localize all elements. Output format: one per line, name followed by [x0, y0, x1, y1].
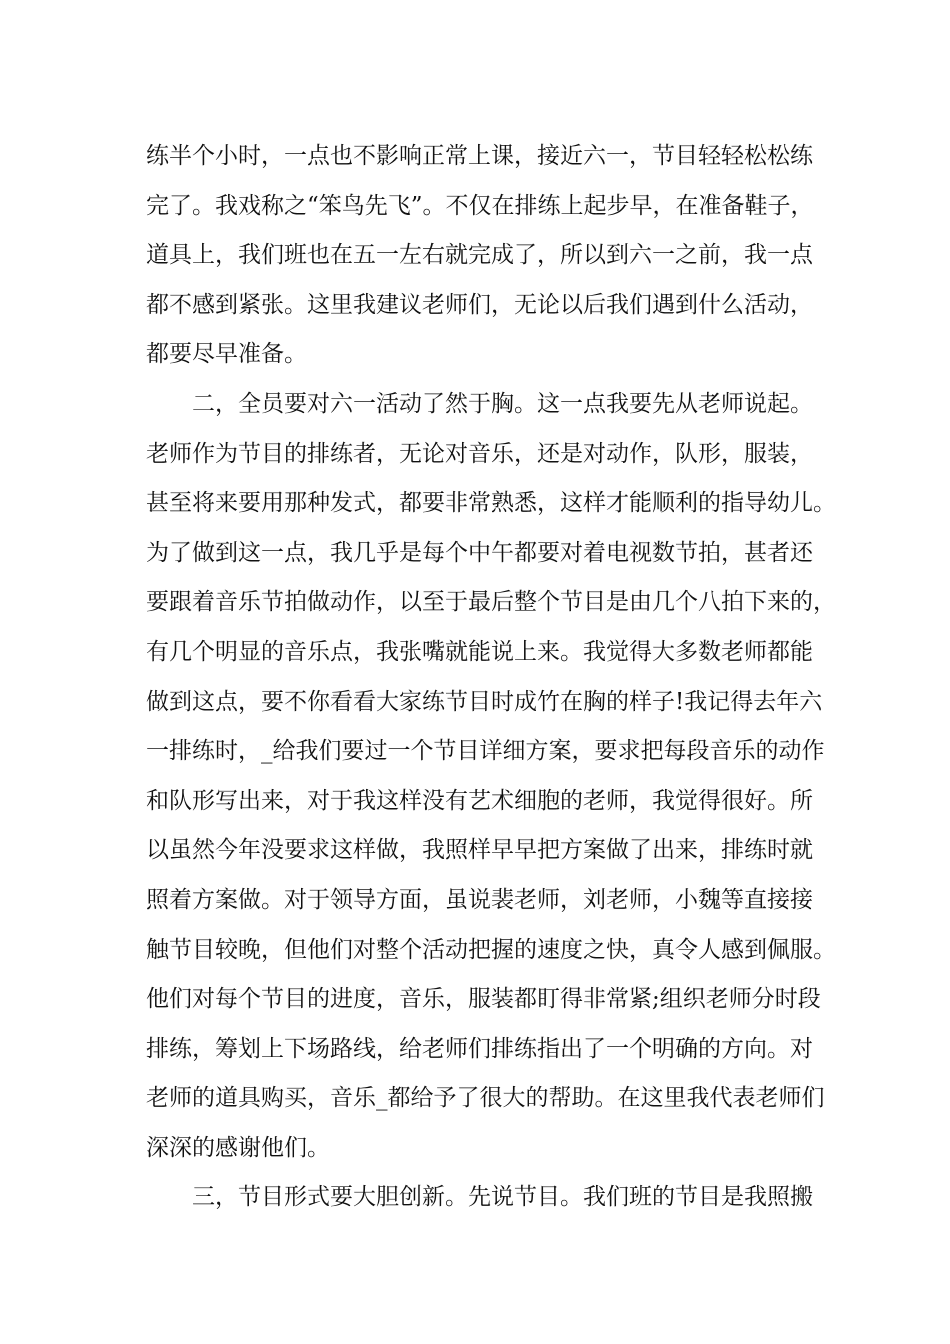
text-line: 老师的道具购买，音乐_都给予了很大的帮助。在这里我代表老师们	[146, 1085, 825, 1112]
text-line: 甚至将来要用那种发式，都要非常熟悉，这样才能顺利的指导幼儿。	[146, 490, 836, 517]
text-line: 排练，筹划上下场路线，给老师们排练指出了一个明确的方向。对	[146, 1035, 813, 1062]
text-line: 都不感到紧张。这里我建议老师们，无论以后我们遇到什么活动，	[146, 291, 813, 318]
text-line: 和队形写出来，对于我这样没有艺术细胞的老师，我觉得很好。所	[146, 787, 813, 814]
text-line: 做到这点，要不你看看大家练节目时成竹在胸的样子!我记得去年六	[146, 688, 823, 715]
text-line: 触节目较晚，但他们对整个活动把握的速度之快，真令人感到佩服。	[146, 936, 836, 963]
text-line: 道具上，我们班也在五一左右就完成了，所以到六一之前，我一点	[146, 242, 813, 269]
text-line: 要跟着音乐节拍做动作，以至于最后整个节目是由几个八拍下来的，	[146, 589, 836, 616]
text-line: 他们对每个节目的进度，音乐，服装都盯得非常紧;组织老师分时段	[146, 986, 821, 1013]
text-line: 照着方案做。对于领导方面，虽说裴老师，刘老师，小魏等直接接	[146, 886, 813, 913]
text-line: 一排练时，_给我们要过一个节目详细方案，要求把每段音乐的动作	[146, 738, 825, 765]
paragraph-2-first-line: 二，全员要对六一活动了然于胸。这一点我要先从老师说起。	[192, 390, 813, 417]
text-line: 深深的感谢他们。	[146, 1134, 330, 1161]
text-line: 都要尽早准备。	[146, 341, 307, 368]
text-line: 练半个小时，一点也不影响正常上课，接近六一，节目轻轻松松练	[146, 143, 813, 169]
paragraph-3-first-line: 三，节目形式要大胆创新。先说节目。我们班的节目是我照搬	[192, 1184, 813, 1211]
body-text	[146, 132, 836, 1223]
text-line: 老师作为节目的排练者，无论对音乐，还是对动作，队形，服装，	[146, 440, 813, 467]
text-line: 以虽然今年没要求这样做，我照样早早把方案做了出来，排练时就	[146, 837, 813, 864]
text-line: 完了。我戏称之“笨鸟先飞”。不仅在排练上起步早，在准备鞋子，	[146, 192, 814, 219]
text-line: 有几个明显的音乐点，我张嘴就能说上来。我觉得大多数老师都能	[146, 638, 813, 665]
text-line: 为了做到这一点，我几乎是每个中午都要对着电视数节拍，甚者还	[146, 539, 813, 566]
